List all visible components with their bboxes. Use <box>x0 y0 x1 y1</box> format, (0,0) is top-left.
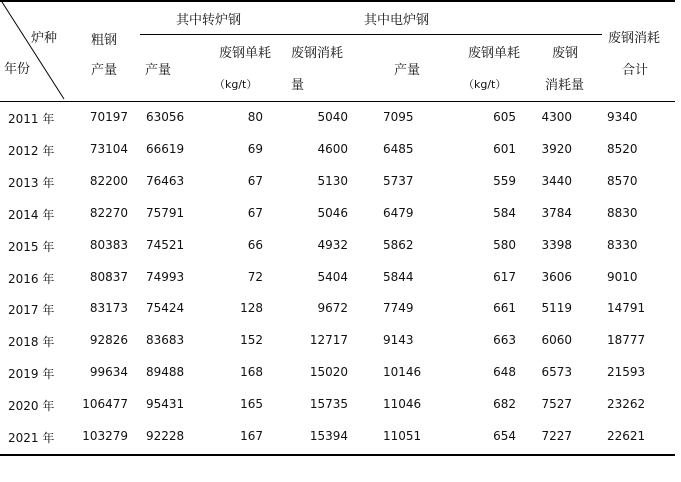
cell-year: 2014 年 <box>8 207 55 222</box>
cell-bof-cons: 4932 <box>317 237 348 252</box>
cell-total: 9010 <box>607 269 638 284</box>
cell-bof-output: 75791 <box>146 205 185 220</box>
cell-bof-cons: 15394 <box>309 429 348 443</box>
cell-year: 2011 年 <box>8 112 55 126</box>
cell-eaf-cons: 3440 <box>541 173 572 188</box>
cell-eaf-output: 5737 <box>383 173 414 188</box>
cell-total: 23262 <box>607 397 646 412</box>
cell-bof-unit: 165 <box>240 397 263 412</box>
cell-year: 2017 年 <box>8 303 55 318</box>
cell-eaf-output: 11046 <box>383 397 422 412</box>
cell-bof-output: 83683 <box>146 333 185 348</box>
cell-crude: 80383 <box>89 237 128 252</box>
corner-label-furnace: 炉种 <box>31 31 58 46</box>
cell-total: 9340 <box>607 110 638 124</box>
cell-total: 21593 <box>607 365 646 380</box>
cell-bof-unit: 67 <box>247 205 263 220</box>
cell-eaf-cons: 7527 <box>541 397 572 412</box>
cell-crude: 82270 <box>89 205 128 220</box>
cell-crude: 99634 <box>89 365 128 380</box>
cell-eaf-unit: 654 <box>493 429 516 443</box>
cell-crude: 103279 <box>82 429 128 443</box>
cell-eaf-cons: 3784 <box>541 205 572 220</box>
cell-total: 18777 <box>607 333 646 348</box>
cell-eaf-output: 9143 <box>383 333 414 348</box>
table-bottom-rule <box>0 454 675 456</box>
cell-eaf-cons: 6060 <box>541 333 572 348</box>
cell-bof-output: 74993 <box>146 269 185 284</box>
cell-eaf-output: 6485 <box>383 141 414 156</box>
cell-bof-unit: 67 <box>247 173 263 188</box>
cell-bof-cons: 5404 <box>317 269 348 284</box>
header-total-line2: 合计 <box>622 63 649 78</box>
header-crude-line2: 产量 <box>91 63 118 78</box>
header-eaf-cons-line2: 消耗量 <box>545 78 585 93</box>
cell-eaf-output: 7095 <box>383 110 414 124</box>
cell-eaf-unit: 648 <box>493 365 516 380</box>
cell-eaf-output: 10146 <box>383 365 422 380</box>
cell-eaf-unit: 601 <box>493 141 516 156</box>
cell-eaf-cons: 3920 <box>541 141 572 156</box>
cell-eaf-output: 5844 <box>383 269 414 284</box>
cell-bof-unit: 168 <box>240 365 263 380</box>
cell-crude: 73104 <box>89 141 128 156</box>
cell-eaf-output: 11051 <box>383 429 422 443</box>
cell-eaf-unit: 661 <box>493 301 516 316</box>
cell-bof-output: 63056 <box>146 110 185 124</box>
header-bof-cons-line1: 废钢消耗 <box>291 46 344 61</box>
cell-bof-unit: 80 <box>247 110 263 124</box>
cell-bof-output: 66619 <box>146 141 185 156</box>
header-eaf-cons-line1: 废钢 <box>552 46 579 61</box>
cell-bof-unit: 167 <box>240 429 263 443</box>
corner-label-year: 年份 <box>4 62 31 77</box>
cell-bof-cons: 15020 <box>309 365 348 380</box>
cell-eaf-unit: 584 <box>493 205 516 220</box>
header-bof-unit-line2: （kg/t） <box>214 78 258 91</box>
cell-crude: 82200 <box>89 173 128 188</box>
header-bof-group: 其中转炉钢 <box>176 13 242 28</box>
cell-eaf-cons: 6573 <box>541 365 572 380</box>
cell-total: 8520 <box>607 141 638 156</box>
cell-bof-unit: 72 <box>247 269 263 284</box>
cell-bof-cons: 5046 <box>317 205 348 220</box>
cell-eaf-unit: 663 <box>493 333 516 348</box>
cell-bof-cons: 15735 <box>309 397 348 412</box>
cell-eaf-output: 7749 <box>383 301 414 316</box>
cell-eaf-cons: 3606 <box>541 269 572 284</box>
cell-year: 2013 年 <box>8 175 55 190</box>
table-top-rule <box>0 0 675 2</box>
cell-year: 2016 年 <box>8 271 55 286</box>
cell-bof-cons: 9672 <box>317 301 348 316</box>
header-bof-unit-line1: 废钢单耗 <box>219 46 272 61</box>
cell-bof-cons: 4600 <box>317 141 348 156</box>
cell-total: 22621 <box>607 429 646 443</box>
header-eaf-group: 其中电炉钢 <box>364 13 430 28</box>
cell-crude: 92826 <box>89 333 128 348</box>
header-crude-line1: 粗钢 <box>91 33 118 48</box>
cell-bof-output: 74521 <box>146 237 185 252</box>
cell-bof-unit: 128 <box>240 301 263 316</box>
cell-year: 2021 年 <box>8 431 55 445</box>
cell-bof-output: 75424 <box>146 301 185 316</box>
cell-year: 2012 年 <box>8 143 55 158</box>
cell-bof-unit: 69 <box>247 141 263 156</box>
cell-year: 2015 年 <box>8 239 55 254</box>
cell-eaf-unit: 580 <box>493 237 516 252</box>
cell-total: 14791 <box>607 301 646 316</box>
cell-bof-output: 76463 <box>146 173 185 188</box>
header-bof-output: 产量 <box>145 63 172 78</box>
cell-bof-unit: 66 <box>247 237 263 252</box>
cell-eaf-unit: 617 <box>493 269 516 284</box>
cell-eaf-unit: 605 <box>493 110 516 124</box>
cell-crude: 83173 <box>89 301 128 316</box>
cell-eaf-unit: 682 <box>493 397 516 412</box>
corner-diagonal <box>0 0 70 102</box>
cell-total: 8330 <box>607 237 638 252</box>
cell-total: 8570 <box>607 173 638 188</box>
cell-bof-output: 95431 <box>146 397 185 412</box>
group-divider-rule <box>140 34 602 35</box>
cell-year: 2018 年 <box>8 335 55 350</box>
cell-total: 8830 <box>607 205 638 220</box>
header-eaf-unit-line1: 废钢单耗 <box>468 46 521 61</box>
cell-eaf-unit: 559 <box>493 173 516 188</box>
header-bof-cons-line2: 量 <box>291 78 305 93</box>
cell-eaf-cons: 5119 <box>541 301 572 316</box>
cell-bof-unit: 152 <box>240 333 263 348</box>
cell-bof-output: 92228 <box>146 429 185 443</box>
cell-crude: 80837 <box>89 269 128 284</box>
cell-crude: 70197 <box>89 110 128 124</box>
cell-year: 2019 年 <box>8 367 55 382</box>
cell-crude: 106477 <box>82 397 128 412</box>
cell-eaf-output: 6479 <box>383 205 414 220</box>
cell-bof-cons: 5040 <box>317 110 348 124</box>
cell-eaf-cons: 4300 <box>541 110 572 124</box>
cell-eaf-output: 5862 <box>383 237 414 252</box>
cell-year: 2020 年 <box>8 399 55 414</box>
header-eaf-output: 产量 <box>394 63 421 78</box>
header-total-line1: 废钢消耗 <box>608 31 661 46</box>
header-bottom-rule <box>0 101 675 102</box>
cell-bof-output: 89488 <box>146 365 185 380</box>
cell-bof-cons: 12717 <box>309 333 348 348</box>
cell-eaf-cons: 3398 <box>541 237 572 252</box>
cell-eaf-cons: 7227 <box>541 429 572 443</box>
cell-bof-cons: 5130 <box>317 173 348 188</box>
header-eaf-unit-line2: （kg/t） <box>463 78 507 91</box>
